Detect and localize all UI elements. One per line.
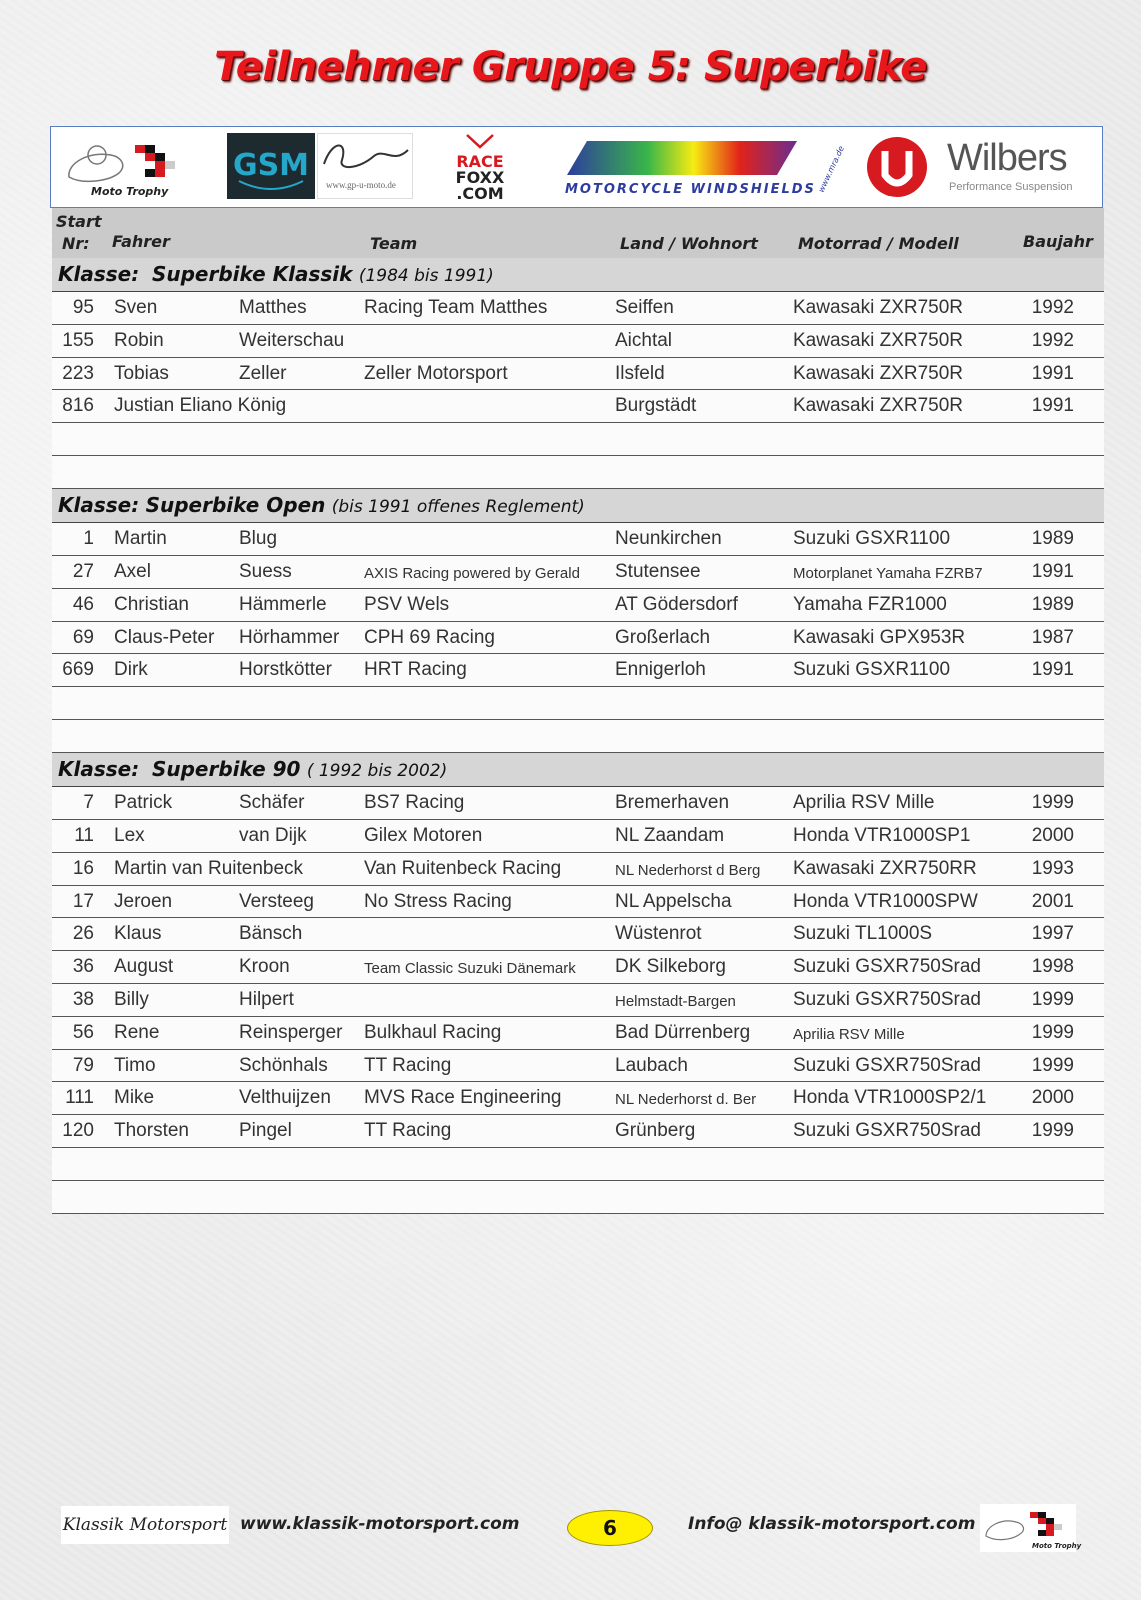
team: Gilex Motoren bbox=[364, 824, 483, 846]
table-row bbox=[52, 787, 1104, 820]
start-number: 155 bbox=[62, 329, 94, 351]
class-header bbox=[52, 753, 1104, 787]
motorcycle: Kawasaki ZXR750R bbox=[793, 362, 964, 384]
empty-row bbox=[52, 456, 1104, 489]
last-name: Versteeg bbox=[239, 890, 314, 912]
motorcycle: Suzuki GSXR1100 bbox=[793, 528, 951, 550]
first-name: Axel bbox=[114, 560, 151, 582]
location: Helmstadt-Bargen bbox=[615, 992, 736, 1010]
team: No Stress Racing bbox=[364, 890, 512, 912]
year: 2000 bbox=[1031, 1087, 1074, 1109]
col-start: Start bbox=[56, 212, 102, 231]
team: CPH 69 Racing bbox=[364, 626, 495, 648]
table-row bbox=[52, 654, 1104, 687]
first-name: Mike bbox=[114, 1087, 155, 1109]
last-name: Bänsch bbox=[239, 923, 303, 945]
start-number: 69 bbox=[72, 626, 94, 648]
motorcycle: Kawasaki ZXR750R bbox=[793, 297, 964, 318]
start-number: 11 bbox=[74, 824, 94, 846]
location: DK Silkeborg bbox=[615, 956, 726, 978]
motorcycle: Kawasaki ZXR750RR bbox=[793, 857, 977, 879]
last-name: Kroon bbox=[239, 956, 290, 978]
table-row bbox=[52, 853, 1104, 886]
table-row bbox=[52, 589, 1104, 622]
racefoxx-text-2: FOXX bbox=[455, 168, 505, 187]
class-header bbox=[52, 489, 1104, 523]
class-label: Klasse: bbox=[58, 262, 140, 286]
first-name: Rene bbox=[114, 1021, 160, 1043]
class-range: (1984 bis 1991) bbox=[358, 266, 494, 286]
team: BS7 Racing bbox=[364, 792, 465, 814]
last-name: Blug bbox=[239, 528, 278, 550]
racefoxx-logo bbox=[445, 133, 515, 203]
table-row bbox=[52, 523, 1104, 556]
table-row bbox=[52, 984, 1104, 1017]
gsm-text: GSM bbox=[232, 148, 310, 183]
year: 1997 bbox=[1031, 923, 1074, 945]
location: Bremerhaven bbox=[615, 792, 730, 814]
year: 1991 bbox=[1031, 659, 1074, 681]
gp-u-moto-logo bbox=[317, 133, 413, 199]
col-team: Team bbox=[370, 234, 418, 253]
last-name: Pingel bbox=[239, 1120, 292, 1142]
last-name: Hilpert bbox=[239, 988, 294, 1010]
team: Zeller Motorsport bbox=[364, 362, 508, 384]
table-row bbox=[52, 918, 1104, 951]
class-label: Klasse: bbox=[58, 493, 140, 518]
year: 1991 bbox=[1031, 362, 1074, 384]
motorcycle: Suzuki GSXR1100 bbox=[793, 659, 951, 681]
sponsor-banner bbox=[50, 126, 1103, 208]
first-name: Dirk bbox=[114, 659, 148, 681]
table-row bbox=[52, 820, 1104, 853]
class-name: Superbike Klassik bbox=[151, 262, 353, 286]
table-row bbox=[52, 1017, 1104, 1050]
first-name: Justian Eliano König bbox=[114, 395, 287, 417]
racefoxx-text-1: RACE bbox=[456, 152, 504, 171]
location: Seiffen bbox=[615, 297, 674, 318]
col-land: Land / Wohnort bbox=[620, 234, 758, 253]
first-name: Patrick bbox=[114, 792, 173, 814]
first-name: August bbox=[114, 956, 174, 978]
team: HRT Racing bbox=[364, 659, 467, 681]
empty-row bbox=[52, 687, 1104, 720]
start-number: 16 bbox=[72, 857, 94, 879]
start-number: 816 bbox=[62, 395, 94, 417]
year: 1992 bbox=[1031, 297, 1074, 318]
start-number: 79 bbox=[72, 1054, 94, 1076]
team: Team Classic Suzuki Dänemark bbox=[364, 960, 576, 978]
first-name: Claus-Peter bbox=[114, 626, 215, 648]
first-name: Billy bbox=[114, 988, 149, 1010]
team: MVS Race Engineering bbox=[364, 1087, 562, 1109]
class-name: Superbike Open bbox=[145, 493, 326, 518]
location: AT Gödersdorf bbox=[615, 593, 738, 615]
start-number: 111 bbox=[65, 1087, 94, 1109]
year: 1987 bbox=[1031, 626, 1074, 648]
first-name: Christian bbox=[114, 593, 189, 615]
last-name: Hörhammer bbox=[239, 626, 340, 648]
empty-row bbox=[52, 1181, 1104, 1214]
table-row bbox=[52, 951, 1104, 984]
page-title: Teilnehmer Gruppe 5: Superbike bbox=[214, 44, 927, 90]
last-name: Hämmerle bbox=[239, 593, 327, 615]
page-footer bbox=[0, 1500, 1141, 1560]
first-name: Klaus bbox=[114, 923, 162, 945]
year: 1991 bbox=[1031, 560, 1074, 582]
start-number: 1 bbox=[83, 528, 94, 550]
email-link[interactable]: Info@ klassik-motorsport.com bbox=[688, 1514, 976, 1534]
moto-trophy-logo bbox=[59, 133, 199, 199]
first-name: Martin bbox=[114, 528, 167, 550]
motorcycle: Honda VTR1000SP1 bbox=[793, 824, 971, 846]
motorcycle: Aprilia RSV Mille bbox=[793, 1025, 905, 1043]
first-name: Martin van Ruitenbeck bbox=[114, 857, 304, 879]
website-link[interactable]: www.klassik-motorsport.com bbox=[240, 1514, 520, 1534]
year: 1999 bbox=[1031, 792, 1074, 814]
column-header bbox=[52, 208, 1104, 258]
year: 1999 bbox=[1031, 1021, 1074, 1043]
class-header bbox=[52, 258, 1104, 292]
location: Aichtal bbox=[615, 329, 673, 351]
class-range: (bis 1991 offenes Reglement) bbox=[331, 497, 585, 518]
gp-url-text: www.gp-u-moto.de bbox=[326, 180, 396, 190]
start-number: 95 bbox=[72, 297, 94, 318]
year: 1989 bbox=[1031, 528, 1074, 550]
start-number: 46 bbox=[72, 593, 94, 615]
first-name: Sven bbox=[114, 297, 158, 318]
moto-trophy-logo-small bbox=[980, 1504, 1082, 1552]
year: 1999 bbox=[1031, 988, 1074, 1010]
table-row bbox=[52, 358, 1104, 391]
col-motorrad: Motorrad / Modell bbox=[798, 234, 959, 253]
location: Ilsfeld bbox=[615, 362, 665, 384]
empty-row bbox=[52, 1148, 1104, 1181]
team: Bulkhaul Racing bbox=[364, 1021, 502, 1043]
first-name: Tobias bbox=[114, 362, 169, 384]
location: NL Zaandam bbox=[615, 824, 725, 846]
col-nr: Nr: bbox=[62, 234, 90, 253]
motorcycle: Suzuki GSXR750Srad bbox=[793, 956, 981, 978]
gsm-logo bbox=[227, 133, 315, 199]
start-number: 120 bbox=[62, 1120, 94, 1142]
location: Wüstenrot bbox=[615, 923, 702, 945]
start-number: 223 bbox=[62, 362, 94, 384]
year: 2001 bbox=[1031, 890, 1074, 912]
location: Laubach bbox=[615, 1054, 688, 1076]
team: Van Ruitenbeck Racing bbox=[364, 857, 562, 879]
start-number: 27 bbox=[72, 560, 94, 582]
wilbers-text: Wilbers bbox=[947, 137, 1067, 179]
year: 1991 bbox=[1031, 395, 1074, 417]
start-number: 7 bbox=[83, 792, 94, 814]
participants-table bbox=[52, 208, 1104, 1214]
motorcycle: Kawasaki ZXR750R bbox=[793, 395, 964, 417]
location: Bad Dürrenberg bbox=[615, 1021, 751, 1043]
last-name: Suess bbox=[239, 560, 292, 582]
class-range: ( 1992 bis 2002) bbox=[306, 761, 448, 782]
table-row bbox=[52, 292, 1104, 325]
class-name: Superbike 90 bbox=[151, 757, 301, 782]
last-name: Matthes bbox=[239, 297, 307, 318]
empty-row bbox=[52, 720, 1104, 753]
motorcycle: Motorplanet Yamaha FZRB7 bbox=[793, 564, 983, 582]
first-name: Thorsten bbox=[114, 1120, 189, 1142]
last-name: Weiterschau bbox=[239, 329, 345, 351]
klassik-motorsport-logo: Klassik Motorsport bbox=[61, 1506, 229, 1544]
first-name: Jeroen bbox=[114, 890, 173, 912]
last-name: Horstkötter bbox=[239, 659, 332, 681]
mra-logo bbox=[557, 133, 847, 199]
last-name: Zeller bbox=[239, 362, 287, 384]
moto-trophy-text: Moto Trophy bbox=[91, 185, 169, 198]
motorcycle: Suzuki GSXR750Srad bbox=[793, 1054, 981, 1076]
moto-trophy-small-text: Moto Trophy bbox=[1032, 1542, 1082, 1550]
racefoxx-text-3: .COM bbox=[456, 184, 504, 203]
location: Grünberg bbox=[615, 1120, 696, 1142]
motorcycle: Kawasaki GPX953R bbox=[793, 626, 966, 648]
location: NL Appelscha bbox=[615, 890, 732, 912]
first-name: Lex bbox=[114, 824, 145, 846]
location: NL Nederhorst d Berg bbox=[615, 861, 761, 879]
team: PSV Wels bbox=[364, 593, 450, 615]
table-row bbox=[52, 1050, 1104, 1083]
motorcycle: Aprilia RSV Mille bbox=[793, 792, 935, 814]
start-number: 38 bbox=[72, 988, 94, 1010]
motorcycle: Yamaha FZR1000 bbox=[793, 593, 947, 615]
first-name: Timo bbox=[114, 1054, 156, 1076]
motorcycle: Suzuki GSXR750Srad bbox=[793, 988, 981, 1010]
start-number: 56 bbox=[72, 1021, 94, 1043]
last-name: van Dijk bbox=[239, 824, 307, 846]
year: 1992 bbox=[1031, 329, 1074, 351]
wilbers-sub-text: Performance Suspension bbox=[949, 181, 1073, 193]
team: Racing Team Matthes bbox=[364, 297, 548, 318]
team: TT Racing bbox=[364, 1120, 452, 1142]
motorcycle: Honda VTR1000SPW bbox=[793, 890, 978, 912]
year: 1993 bbox=[1031, 857, 1074, 879]
table-row bbox=[52, 390, 1104, 423]
team: TT Racing bbox=[364, 1054, 452, 1076]
table-row bbox=[52, 886, 1104, 919]
class-label: Klasse: bbox=[58, 757, 140, 782]
table-row bbox=[52, 1115, 1104, 1148]
motorcycle: Kawasaki ZXR750R bbox=[793, 329, 964, 351]
team: AXIS Racing powered by Gerald bbox=[364, 564, 580, 582]
last-name: Reinsperger bbox=[239, 1021, 343, 1043]
start-number: 669 bbox=[62, 659, 94, 681]
first-name: Robin bbox=[114, 329, 164, 351]
location: Stutensee bbox=[615, 560, 701, 582]
motorcycle: Suzuki GSXR750Srad bbox=[793, 1120, 981, 1142]
table-row bbox=[52, 622, 1104, 655]
start-number: 17 bbox=[72, 890, 94, 912]
col-baujahr: Baujahr bbox=[1023, 232, 1093, 251]
location: Großerlach bbox=[615, 626, 711, 648]
year: 2000 bbox=[1031, 824, 1074, 846]
year: 1989 bbox=[1031, 593, 1074, 615]
start-number: 36 bbox=[72, 956, 94, 978]
start-number: 26 bbox=[72, 923, 94, 945]
table-row bbox=[52, 556, 1104, 589]
page-number: 6 bbox=[567, 1510, 653, 1546]
table-row bbox=[52, 1082, 1104, 1115]
location: Neunkirchen bbox=[615, 528, 722, 550]
mra-url-text: www.mra.de bbox=[816, 144, 847, 194]
col-fahrer: Fahrer bbox=[112, 232, 170, 251]
last-name: Velthuijzen bbox=[239, 1087, 331, 1109]
empty-row bbox=[52, 423, 1104, 456]
year: 1998 bbox=[1031, 956, 1074, 978]
wilbers-logo bbox=[863, 133, 1073, 199]
motorcycle: Honda VTR1000SP2/1 bbox=[793, 1087, 987, 1109]
motorcycle: Suzuki TL1000S bbox=[793, 923, 933, 945]
year: 1999 bbox=[1031, 1054, 1074, 1076]
last-name: Schäfer bbox=[239, 792, 305, 814]
mra-text: MOTORCYCLE WINDSHIELDS bbox=[565, 182, 816, 197]
year: 1999 bbox=[1031, 1120, 1074, 1142]
location: NL Nederhorst d. Ber bbox=[615, 1091, 757, 1109]
table-row bbox=[52, 325, 1104, 358]
location: Ennigerloh bbox=[615, 659, 706, 681]
location: Burgstädt bbox=[615, 395, 697, 417]
last-name: Schönhals bbox=[239, 1054, 328, 1076]
